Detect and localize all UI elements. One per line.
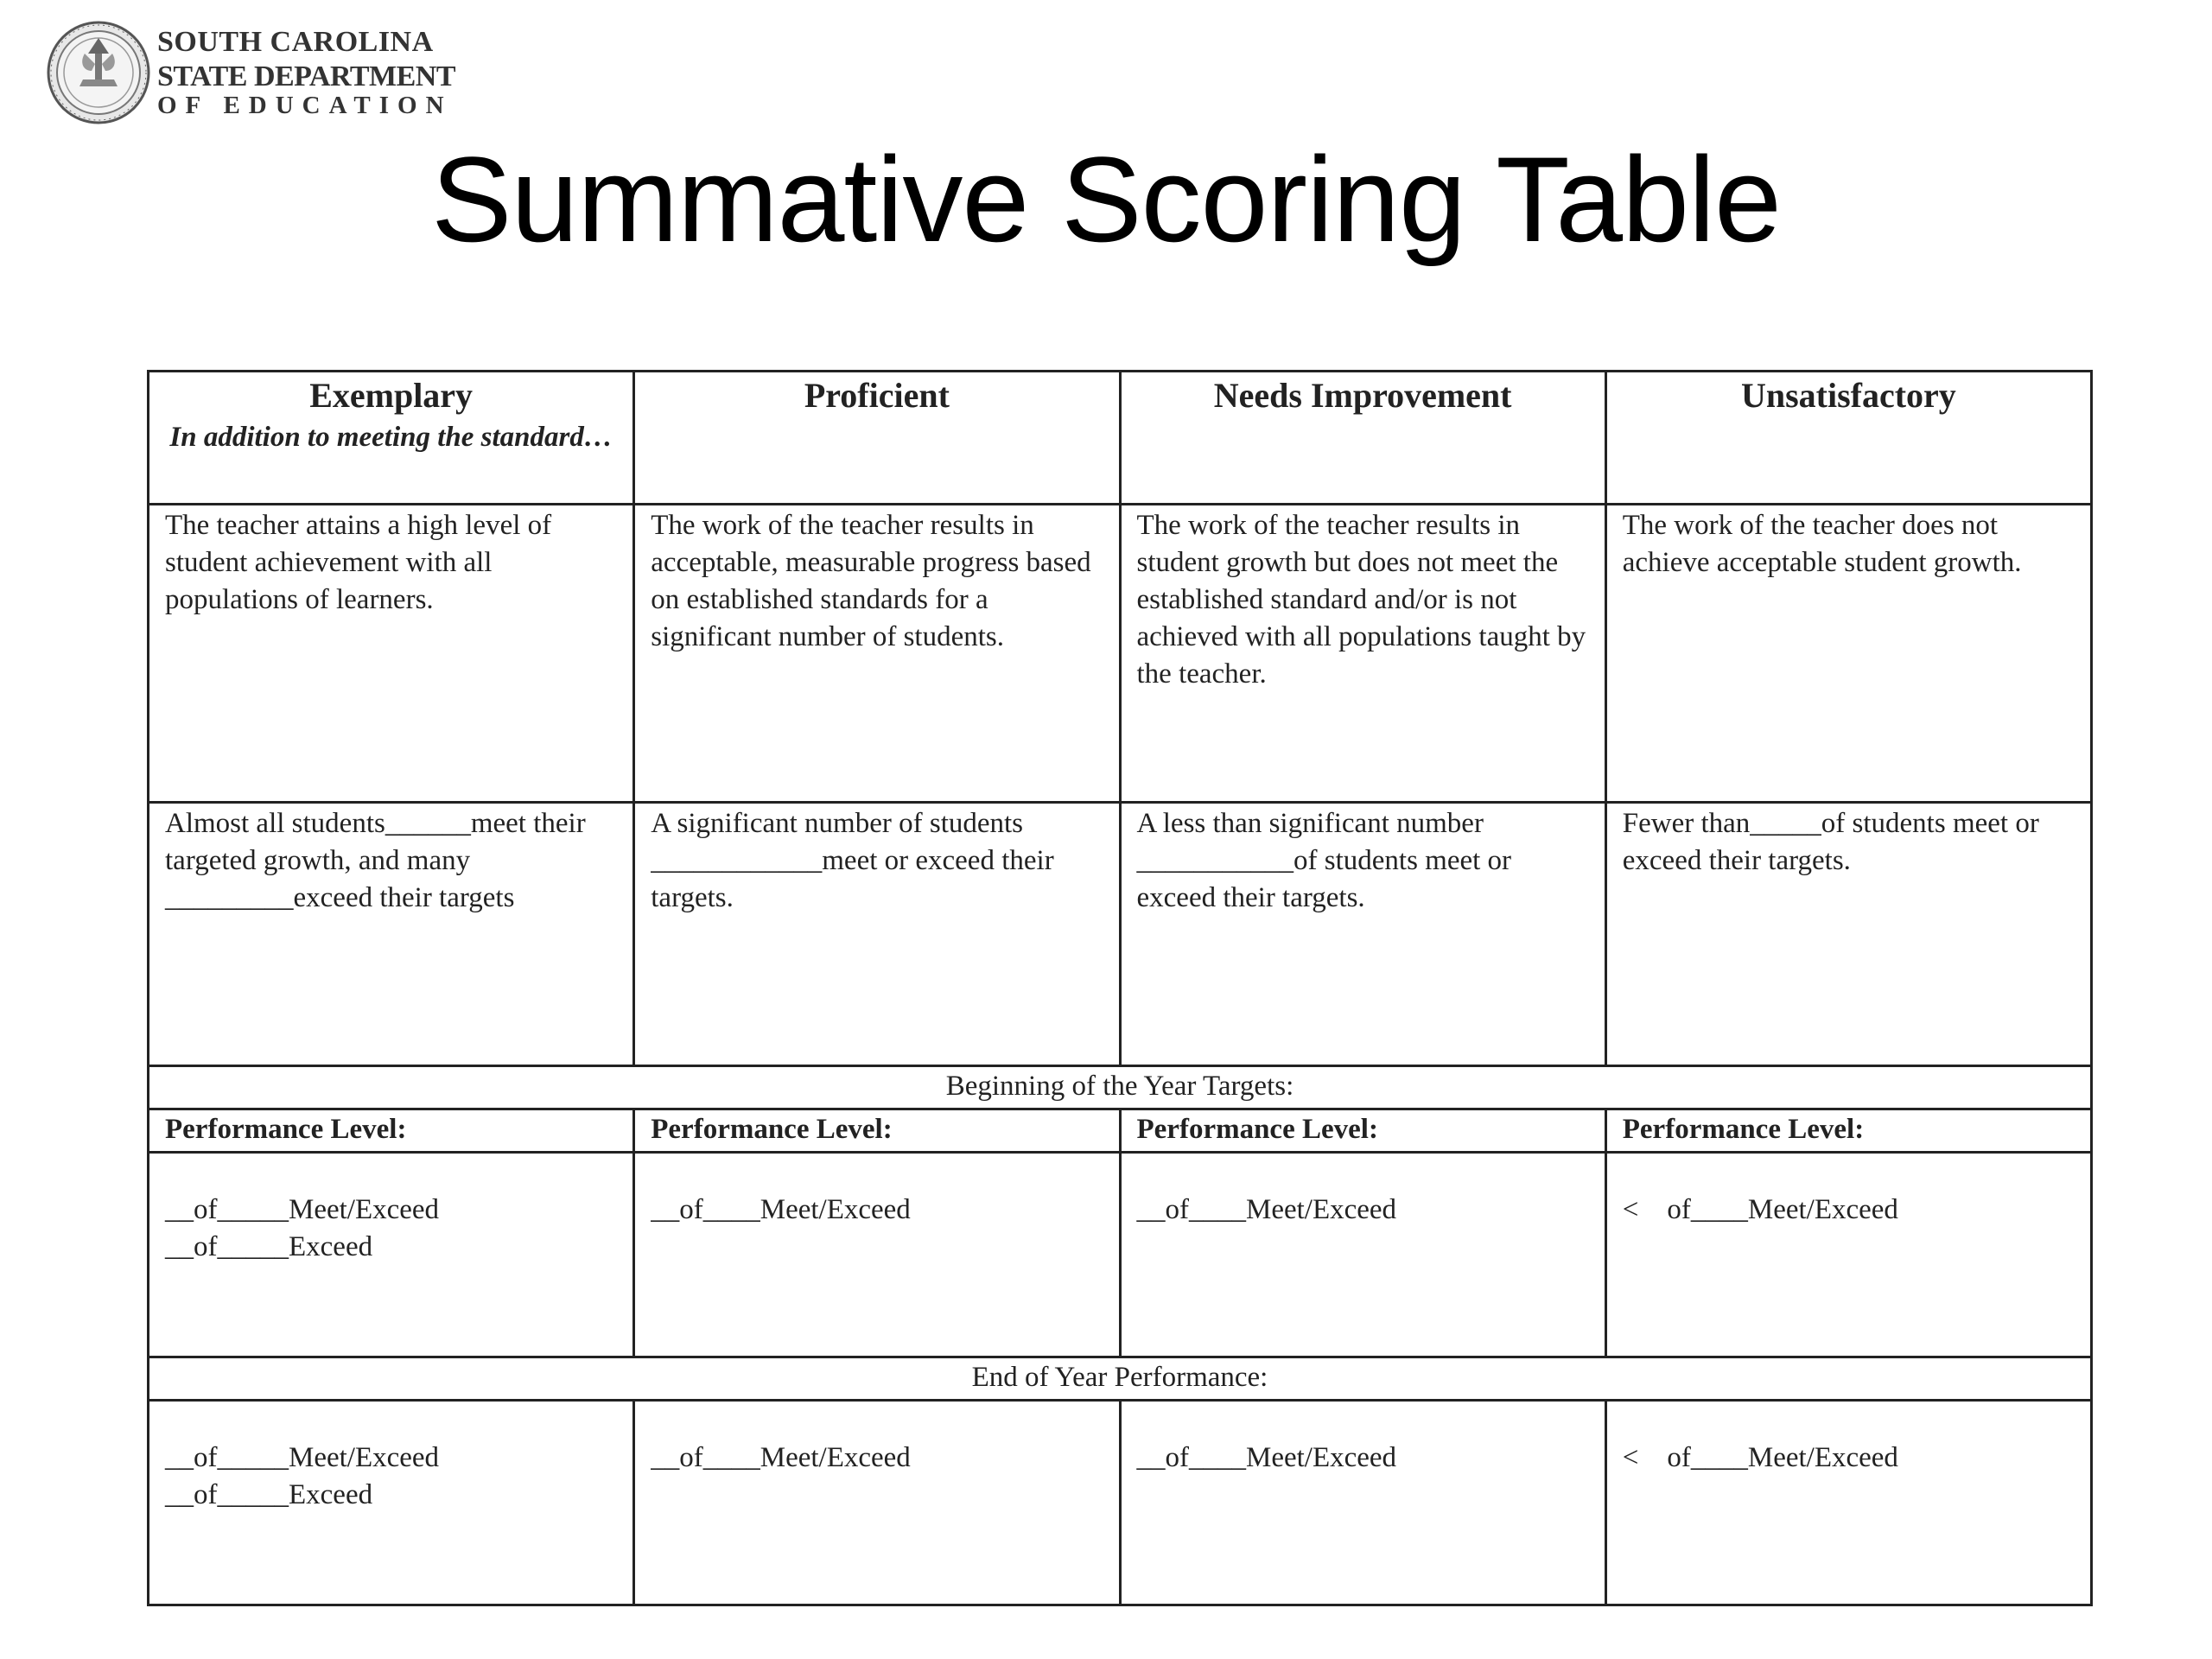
end-of-year-label: End of Year Performance:: [149, 1357, 2092, 1401]
student-target-cell: A less than significant number ___________of students meet or exceed their targets.: [1120, 803, 1605, 1066]
ratio-cell: [149, 1153, 634, 1357]
column-name: Exemplary: [309, 376, 474, 415]
ratio-line: < of____Meet/Exceed: [1622, 1442, 1898, 1473]
ratio-line: __of____Meet/Exceed: [1136, 1194, 1397, 1225]
performance-level-label: Performance Level:: [1605, 1109, 2091, 1153]
beginning-of-year-label: Beginning of the Year Targets:: [149, 1066, 2092, 1109]
beginning-ratio-row: [149, 1153, 2092, 1357]
student-target-cell: Almost all students______meet their targeted growth, and many _________exceed their targets: [149, 803, 634, 1066]
ratio-line: __of_____Meet/Exceed: [165, 1442, 440, 1473]
ratio-line: __of____Meet/Exceed: [1136, 1442, 1397, 1473]
header-cell-exemplary: [149, 372, 634, 505]
column-name: Proficient: [804, 376, 950, 415]
column-subtitle: In addition to meeting the standard…: [169, 422, 613, 453]
beginning-of-year-row: [149, 1066, 2092, 1109]
performance-level-row: [149, 1109, 2092, 1153]
header-cell-needs-improvement: [1120, 372, 1605, 505]
student-target-row: [149, 803, 2092, 1066]
header-cell-proficient: [634, 372, 1120, 505]
ratio-line: __of____Meet/Exceed: [651, 1194, 911, 1225]
header-row: [149, 372, 2092, 505]
ratio-line: < of____Meet/Exceed: [1622, 1194, 1898, 1225]
column-name: Unsatisfactory: [1740, 376, 1956, 415]
ratio-cell: [634, 1153, 1120, 1357]
logo: [45, 19, 460, 123]
ratio-line: __of_____Exceed: [165, 1231, 373, 1262]
end-ratio-row: [149, 1401, 2092, 1605]
ratio-cell: [1120, 1401, 1605, 1605]
ratio-line: __of_____Meet/Exceed: [165, 1194, 440, 1225]
performance-level-label: Performance Level:: [149, 1109, 634, 1153]
description-cell: The teacher attains a high level of student achievement with all populations of learners.: [149, 505, 634, 803]
description-cell: The work of the teacher does not achieve acceptable student growth.: [1605, 505, 2091, 803]
scoring-table: [147, 370, 2093, 1606]
student-target-cell: Fewer than_____of students meet or exceed their targets.: [1605, 803, 2091, 1066]
ratio-cell: [1605, 1153, 2091, 1357]
description-cell: The work of the teacher results in acceptable, measurable progress based on established standards for a significant number of students.: [634, 505, 1120, 803]
header-cell-unsatisfactory: [1605, 372, 2091, 505]
column-name: Needs Improvement: [1213, 376, 1512, 415]
performance-level-label: Performance Level:: [634, 1109, 1120, 1153]
logo-line-1: SOUTH CAROLINA: [157, 26, 434, 58]
logo-line-2: STATE DEPARTMENT: [157, 60, 456, 92]
logo-line-3: OF EDUCATION: [157, 92, 453, 119]
end-of-year-row: [149, 1357, 2092, 1401]
ratio-line: __of_____Exceed: [165, 1479, 373, 1510]
ratio-cell: [634, 1401, 1120, 1605]
ratio-cell: [149, 1401, 634, 1605]
description-cell: The work of the teacher results in student growth but does not meet the established standard and/or is not achieved with all populations taught by the teacher.: [1120, 505, 1605, 803]
performance-level-label: Performance Level:: [1120, 1109, 1605, 1153]
ratio-line: __of____Meet/Exceed: [651, 1442, 911, 1473]
state-seal-icon: [45, 19, 152, 126]
student-target-cell: A significant number of students ____________meet or exceed their targets.: [634, 803, 1120, 1066]
ratio-cell: [1120, 1153, 1605, 1357]
page-title: Summative Scoring Table: [431, 131, 1781, 267]
ratio-cell: [1605, 1401, 2091, 1605]
description-row: [149, 505, 2092, 803]
